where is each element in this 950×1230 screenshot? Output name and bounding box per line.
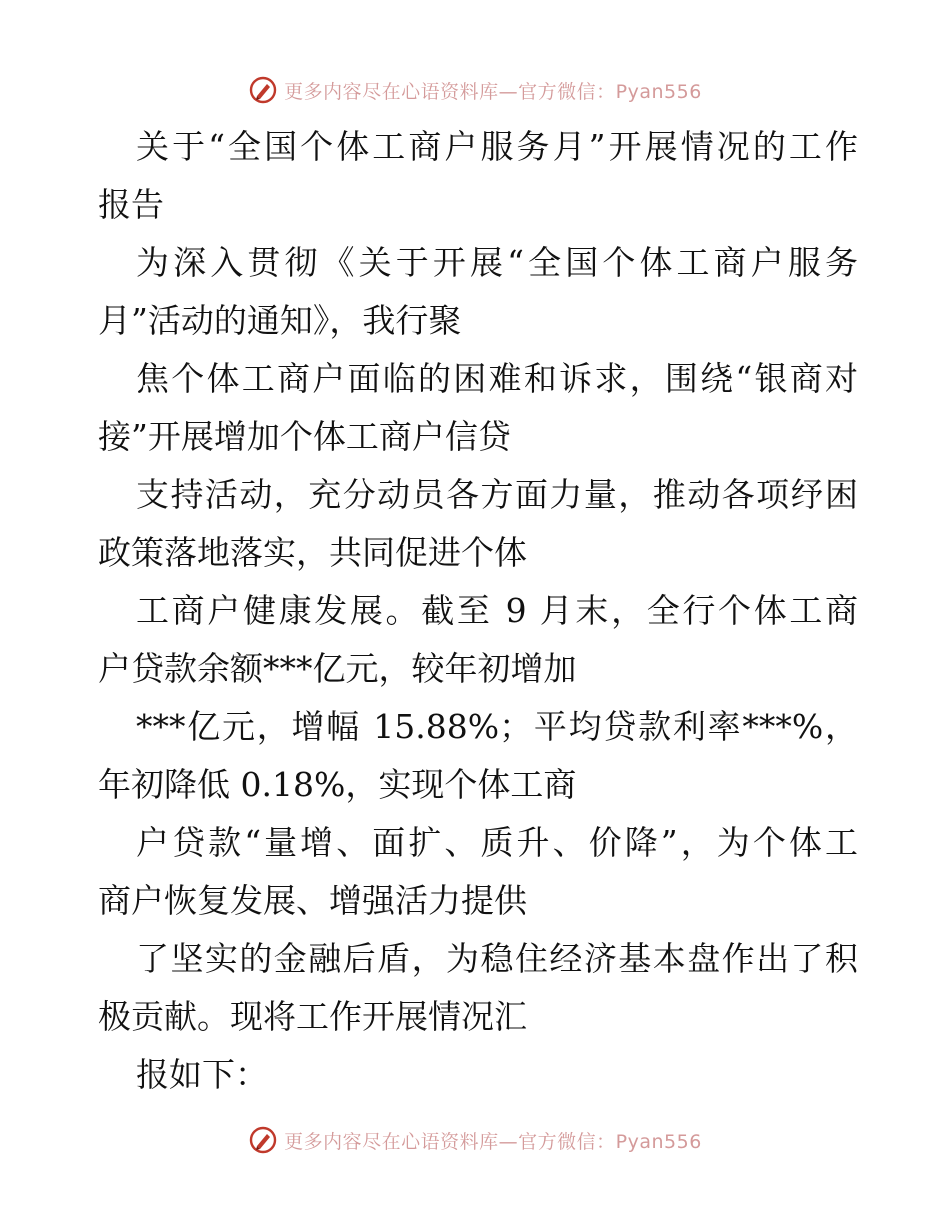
body-line-6: 接”开展增加个体工商户信贷: [98, 417, 511, 456]
body-line-15: 了坚实的金融后盾，为稳住经济基本盘作出了积: [136, 939, 858, 978]
body-line-3: 为深入贯彻《关于开展“全国个体工商户服务: [136, 243, 858, 282]
title-line-2: 报告: [98, 185, 164, 224]
header-banner-text: 更多内容尽在心语资料库—官方微信：Pyan556: [284, 80, 702, 103]
body-line-13: 户贷款“量增、面扩、质升、价降”，为个体工: [136, 823, 858, 862]
body-line-11: ***亿元，增幅 15.88%；平均贷款利率***%，: [136, 707, 858, 746]
footer-banner-text: 更多内容尽在心语资料库—官方微信：Pyan556: [284, 1130, 702, 1153]
body-line-12: 年初降低 0.18%，实现个体工商: [98, 765, 577, 804]
body-line-7: 支持活动，充分动员各方面力量，推动各项纾困: [136, 475, 858, 514]
body-line-16: 极贡献。现将工作开展情况汇: [98, 997, 527, 1036]
body-line-9: 工商户健康发展。截至 9 月末，全行个体工商: [136, 591, 858, 630]
body-line-5: 焦个体工商户面临的困难和诉求，围绕“银商对: [136, 359, 858, 398]
header-banner: [0, 70, 950, 110]
title-line-1: 关于“全国个体工商户服务月”开展情况的工作: [136, 127, 858, 166]
pen-logo-icon: [248, 1125, 278, 1155]
body-line-4: 月”活动的通知》，我行聚: [98, 301, 462, 340]
footer-banner: [0, 1120, 950, 1160]
body-line-17: 报如下：: [136, 1055, 268, 1094]
body-line-10: 户贷款余额***亿元，较年初增加: [98, 649, 577, 688]
body-line-8: 政策落地落实，共同促进个体: [98, 533, 527, 572]
body-line-14: 商户恢复发展、增强活力提供: [98, 881, 527, 920]
pen-logo-icon: [248, 75, 278, 105]
